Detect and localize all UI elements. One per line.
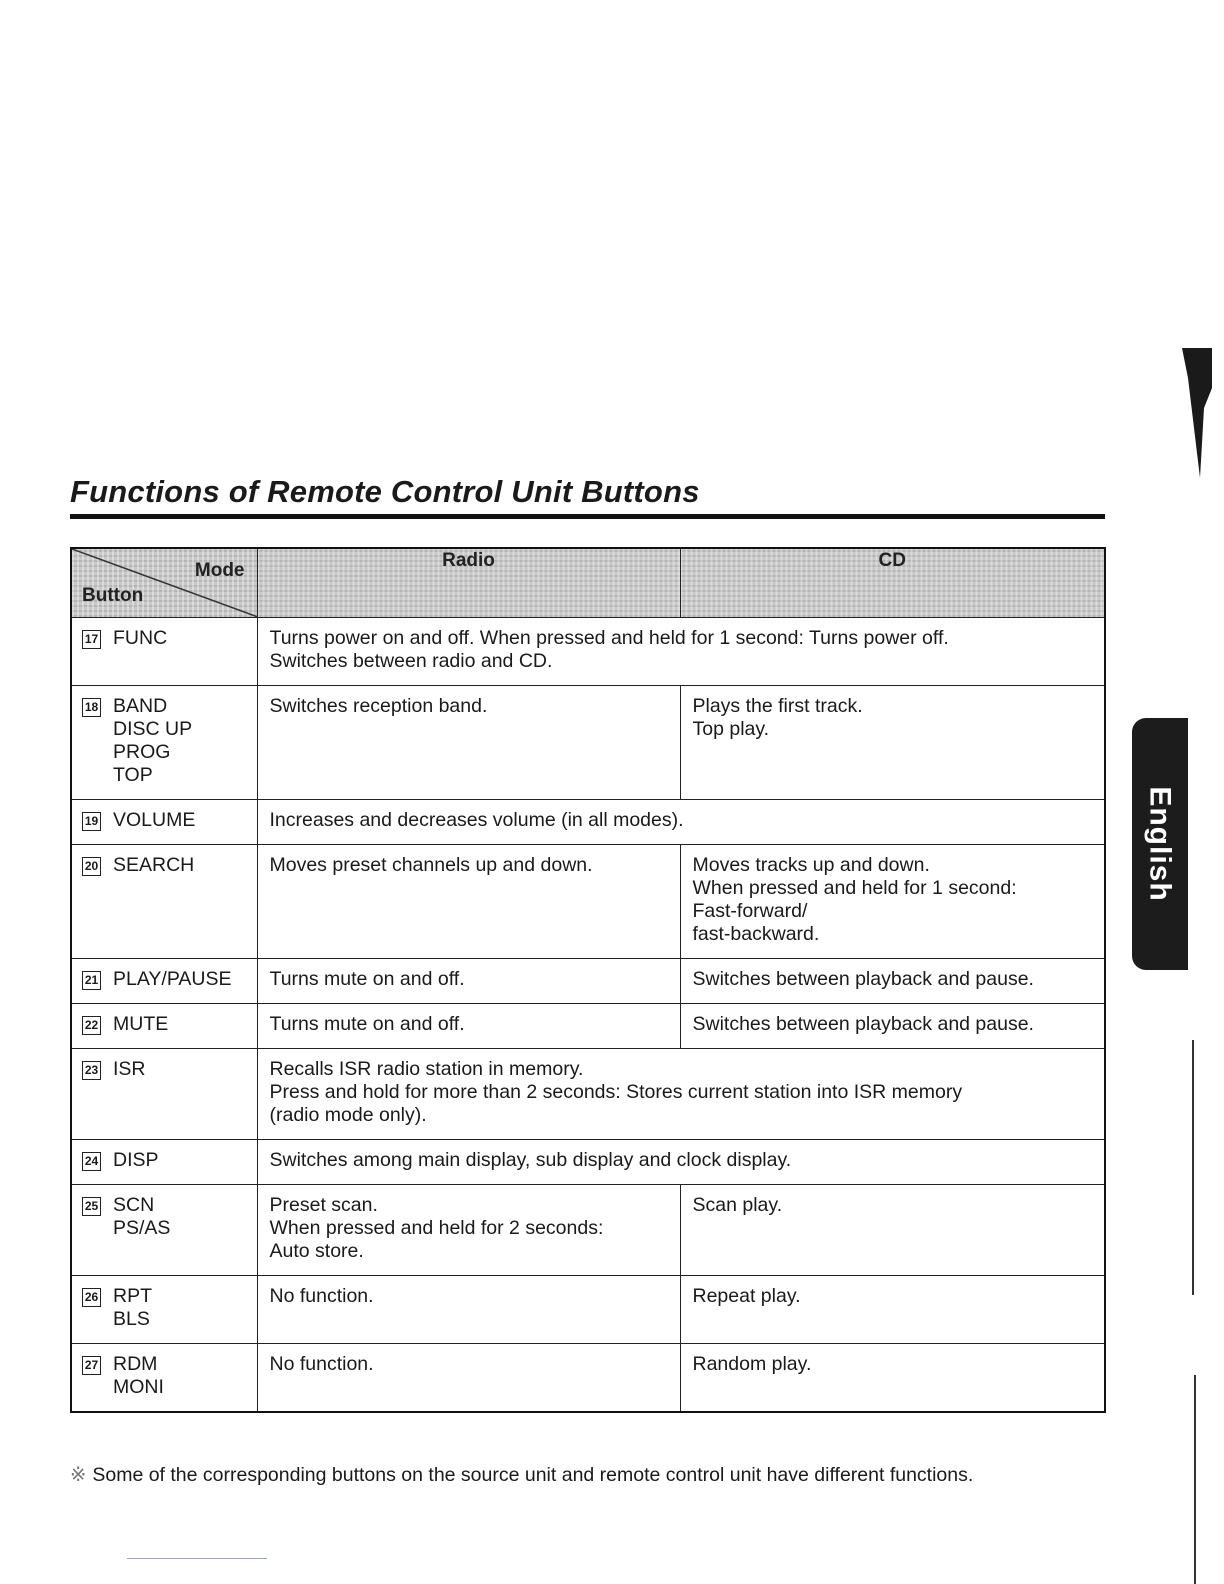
- button-number-badge: 24: [82, 1152, 101, 1171]
- description-line: Recalls ISR radio station in memory.: [269, 1058, 584, 1080]
- cd-function-cell: [680, 1344, 1105, 1413]
- table-header-row: [71, 548, 1105, 618]
- button-cell: [71, 1004, 257, 1049]
- description-line: Moves preset channels up and down.: [269, 854, 593, 876]
- header-button-label: Button: [82, 585, 144, 606]
- description-line: Repeat play.: [692, 1285, 801, 1307]
- radio-function-cell: [257, 1185, 680, 1276]
- page-title: Functions of Remote Control Unit Buttons: [70, 474, 700, 509]
- button-cell: [71, 845, 257, 959]
- button-name: VOLUME: [113, 809, 196, 831]
- description-line: Switches between playback and pause.: [692, 968, 1034, 990]
- description-line: Plays the first track.: [692, 695, 863, 717]
- radio-function-cell: [257, 1344, 680, 1413]
- table-row: [71, 1185, 1105, 1276]
- edge-line: [1192, 1040, 1194, 1295]
- table-body: [71, 618, 1105, 1413]
- radio-function-cell: [257, 1004, 680, 1049]
- button-number-badge: 25: [82, 1197, 101, 1216]
- radio-function-cell: [257, 845, 680, 959]
- button-name: SEARCH: [113, 854, 195, 876]
- button-name: PROG: [113, 741, 171, 763]
- page-edge-marker: [1182, 348, 1212, 478]
- button-number-badge: 18: [82, 698, 101, 717]
- button-name: RPT: [113, 1285, 152, 1307]
- button-number-badge: 17: [82, 630, 101, 649]
- description-line: Turns mute on and off.: [269, 1013, 465, 1035]
- button-cell: [71, 1185, 257, 1276]
- button-number-badge: 23: [82, 1061, 101, 1080]
- button-name: MUTE: [113, 1013, 169, 1035]
- cd-function-cell: [680, 845, 1105, 959]
- description-line: Top play.: [692, 718, 770, 740]
- footnote-symbol: ※: [70, 1464, 87, 1486]
- description-line: Switches between radio and CD.: [269, 650, 553, 672]
- description-line: Scan play.: [692, 1194, 783, 1216]
- language-tab: [1132, 718, 1188, 970]
- button-name: RDM: [113, 1353, 158, 1375]
- cd-function-cell: [680, 686, 1105, 800]
- table-row: [71, 845, 1105, 959]
- description-line: Press and hold for more than 2 seconds: Stores current station into ISR memory: [269, 1081, 963, 1103]
- button-name: DISC UP: [113, 718, 193, 740]
- description-line: Auto store.: [269, 1240, 364, 1262]
- button-name: DISP: [113, 1149, 159, 1171]
- button-cell: [71, 1049, 257, 1140]
- button-cell: [71, 800, 257, 845]
- table-row: [71, 1004, 1105, 1049]
- bottom-rule: [127, 1558, 267, 1559]
- button-cell: [71, 618, 257, 686]
- button-name: BAND: [113, 695, 168, 717]
- description-line: Turns power on and off. When pressed and held for 1 second: Turns power off.: [269, 627, 949, 649]
- button-name: TOP: [113, 764, 153, 786]
- description-line: No function.: [269, 1353, 374, 1375]
- shared-function-cell: [257, 800, 1105, 845]
- footnote: [70, 1463, 973, 1487]
- button-name: PLAY/PAUSE: [113, 968, 232, 990]
- button-cell: [71, 686, 257, 800]
- shared-function-cell: [257, 1049, 1105, 1140]
- button-number-badge: 19: [82, 812, 101, 831]
- button-name: BLS: [113, 1308, 150, 1330]
- edge-line: [1194, 1375, 1196, 1584]
- description-line: Turns mute on and off.: [269, 968, 465, 990]
- button-name: FUNC: [113, 627, 168, 649]
- description-line: When pressed and held for 1 second:: [692, 877, 1017, 899]
- table-row: [71, 959, 1105, 1004]
- description-line: Random play.: [692, 1353, 812, 1375]
- cd-function-cell: [680, 959, 1105, 1004]
- remote-functions-table: [70, 547, 1106, 1413]
- cd-function-cell: [680, 1004, 1105, 1049]
- description-line: Preset scan.: [269, 1194, 378, 1216]
- header-cd: CD: [680, 548, 1105, 618]
- description-line: No function.: [269, 1285, 374, 1307]
- button-name: ISR: [113, 1058, 146, 1080]
- cd-function-cell: [680, 1276, 1105, 1344]
- table-row: [71, 686, 1105, 800]
- button-cell: [71, 959, 257, 1004]
- button-number-badge: 21: [82, 971, 101, 990]
- description-line: (radio mode only).: [269, 1104, 427, 1126]
- radio-function-cell: [257, 1276, 680, 1344]
- description-line: When pressed and held for 2 seconds:: [269, 1217, 604, 1239]
- button-name: PS/AS: [113, 1217, 171, 1239]
- header-corner-cell: [71, 548, 257, 618]
- table-row: [71, 1344, 1105, 1413]
- button-cell: [71, 1140, 257, 1185]
- title-underline: [70, 514, 1105, 519]
- shared-function-cell: [257, 618, 1105, 686]
- table-row: [71, 800, 1105, 845]
- header-radio: Radio: [257, 548, 680, 618]
- description-line: Increases and decreases volume (in all modes).: [269, 809, 684, 831]
- button-number-badge: 27: [82, 1356, 101, 1375]
- button-number-badge: 22: [82, 1016, 101, 1035]
- description-line: Moves tracks up and down.: [692, 854, 930, 876]
- footnote-text: Some of the corresponding buttons on the source unit and remote control unit have different functions.: [92, 1464, 974, 1486]
- button-cell: [71, 1276, 257, 1344]
- description-line: fast-backward.: [692, 923, 820, 945]
- description-line: Switches between playback and pause.: [692, 1013, 1034, 1035]
- description-line: Switches reception band.: [269, 695, 488, 717]
- description-line: Fast-forward/: [692, 900, 808, 922]
- radio-function-cell: [257, 686, 680, 800]
- table-row: [71, 1276, 1105, 1344]
- button-cell: [71, 1344, 257, 1413]
- language-tab-label: English: [1144, 786, 1177, 902]
- radio-function-cell: [257, 959, 680, 1004]
- button-name: SCN: [113, 1194, 155, 1216]
- button-number-badge: 20: [82, 857, 101, 876]
- shared-function-cell: [257, 1140, 1105, 1185]
- header-mode-label: Mode: [194, 560, 245, 581]
- button-number-badge: 26: [82, 1288, 101, 1307]
- cd-function-cell: [680, 1185, 1105, 1276]
- table-row: [71, 1140, 1105, 1185]
- description-line: Switches among main display, sub display and clock display.: [269, 1149, 792, 1171]
- table-row: [71, 618, 1105, 686]
- button-name: MONI: [113, 1376, 164, 1398]
- table-row: [71, 1049, 1105, 1140]
